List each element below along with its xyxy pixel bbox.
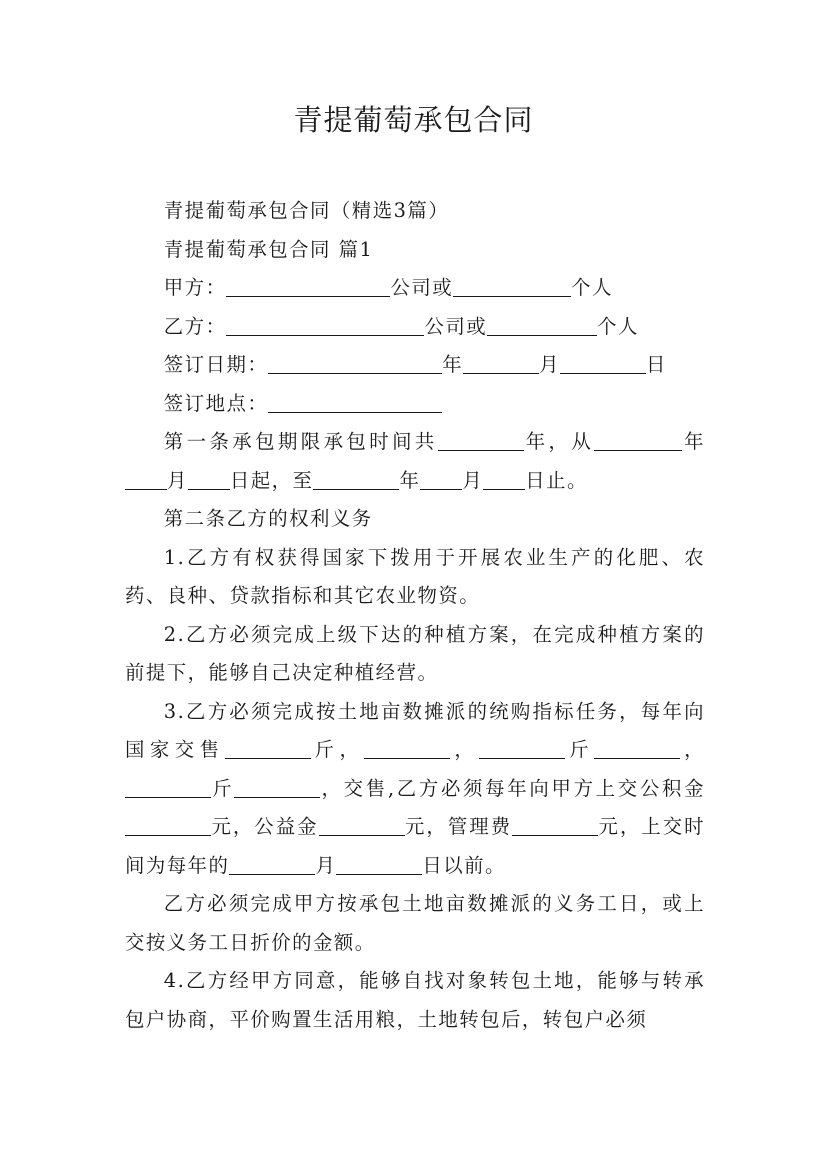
- end-day-blank: [483, 469, 525, 489]
- article-1-year: 年: [682, 430, 706, 453]
- item-3-jin-2: 斤: [565, 738, 595, 761]
- document-title: 青提葡萄承包合同: [293, 103, 534, 137]
- article-2-item-1: 1.乙方有权获得国家下拨用于开展农业生产的化肥、农药、良种、贷款指标和其它农业物资。: [125, 545, 705, 607]
- article-1-day-start: 日起，至: [229, 468, 314, 492]
- part-heading: 青提葡萄承包合同 篇1: [163, 237, 374, 261]
- item-3-yuan-1: 元，公益金: [211, 815, 319, 838]
- quota-blank-6: [234, 777, 320, 797]
- party-a-label: 甲方：: [163, 276, 227, 299]
- sign-date-label: 签订日期：: [163, 353, 269, 376]
- article-2-item-3: [125, 693, 705, 886]
- item-3-sell: ，交售,乙方必须每年向甲方上交公积金: [320, 776, 705, 800]
- party-b-person-blank: [487, 315, 597, 335]
- party-a-company-blank: [226, 277, 390, 297]
- item-3-before: 日以前。: [422, 853, 506, 877]
- item-3-comma-2: ，: [680, 738, 706, 761]
- end-year-blank: [313, 469, 399, 489]
- party-b-label: 乙方：: [163, 314, 227, 338]
- article-2-heading: 第二条乙方的权利义务: [163, 507, 373, 530]
- article-2-item-4: 4.乙方经甲方同意，能够自找对象转包土地，能够与转承包户协商，平价购置生活用粮，土地转包后，转包户必须: [125, 969, 705, 1031]
- item-3-yuan-3: 元，上交时间为每年的: [125, 815, 706, 877]
- item-3-comma-1: ，: [450, 738, 480, 761]
- article-2-item-3b: 乙方必须完成甲方按承包土地亩数摊派的义务工日，或上交按义务工日折价的金额。: [125, 892, 705, 954]
- party-b-company-blank: [226, 315, 424, 335]
- management-fee-blank: [512, 816, 598, 836]
- start-month-blank: [125, 469, 167, 489]
- sign-year-blank: [268, 354, 442, 374]
- welfare-fund-blank: [319, 816, 405, 836]
- article-1-year-from: 年，从: [523, 430, 595, 453]
- sign-day-blank: [560, 354, 646, 374]
- term-years-blank: [438, 431, 524, 451]
- article-1-lead: 第一条承包期限承包时间共: [163, 430, 438, 453]
- document-subtitle: 青提葡萄承包合同（精选3篇）: [163, 199, 450, 222]
- sign-place-blank: [268, 392, 442, 412]
- sign-place-line: [125, 385, 705, 424]
- item-3-month: 月: [315, 853, 337, 877]
- party-a-company-suffix: 公司或: [390, 276, 454, 299]
- start-day-blank: [188, 469, 230, 489]
- item-3-yuan-2: 元，管理费: [404, 815, 513, 838]
- reserve-fund-blank: [125, 816, 211, 836]
- party-a-line: [125, 269, 705, 308]
- article-1: [125, 423, 705, 500]
- item-3-jin-3: 斤: [211, 776, 235, 800]
- article-1-month2: 月: [462, 468, 484, 492]
- quota-blank-2: [364, 739, 450, 759]
- sign-date-line: [125, 346, 705, 385]
- party-b-line: [125, 308, 705, 347]
- end-month-blank: [420, 469, 462, 489]
- item-3-lead: 3.乙方必须完成按土地亩数摊派的统购指标任务，每年向国家交售: [125, 699, 705, 761]
- article-1-year2: 年: [399, 468, 421, 492]
- party-a-person-suffix: 个人: [571, 276, 613, 299]
- item-3-jin-1: 斤，: [310, 738, 365, 761]
- sign-day-suffix: 日: [646, 353, 667, 376]
- sign-place-label: 签订地点：: [163, 391, 269, 415]
- article-1-month: 月: [167, 468, 188, 492]
- quota-blank-1: [225, 739, 311, 759]
- sign-month-suffix: 月: [539, 353, 561, 376]
- party-a-person-blank: [453, 277, 571, 297]
- document-body: [125, 192, 705, 1039]
- party-b-person-suffix: 个人: [597, 314, 639, 338]
- article-1-day-end: 日止。: [525, 468, 588, 492]
- quota-blank-4: [594, 739, 680, 759]
- article-2-item-2: 2.乙方必须完成上级下达的种植方案，在完成种植方案的前提下，能够自己决定种植经营。: [125, 622, 705, 684]
- quota-blank-5: [125, 777, 211, 797]
- deadline-month-blank: [229, 854, 315, 874]
- sign-year-suffix: 年: [442, 353, 464, 376]
- party-b-company-suffix: 公司或: [424, 314, 488, 338]
- sign-month-blank: [463, 354, 539, 374]
- deadline-day-blank: [336, 854, 422, 874]
- start-year-blank: [594, 431, 682, 451]
- quota-blank-3: [479, 739, 565, 759]
